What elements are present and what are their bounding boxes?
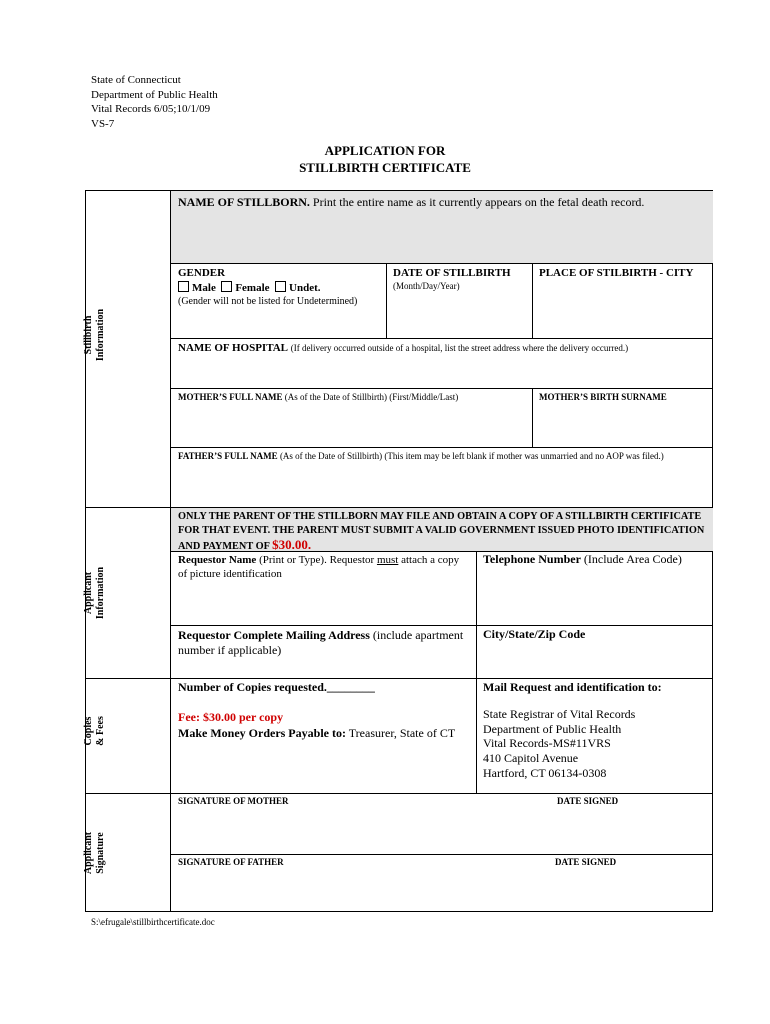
date-of-stillbirth-hint: (Month/Day/Year)	[393, 281, 460, 291]
mother-name-label: MOTHER’S FULL NAME	[178, 392, 283, 402]
section-label-applicant-text: Applicant Information	[83, 566, 106, 620]
section-label-stillbirth-text: Stillbirth Information	[83, 308, 106, 362]
city-state-zip-field[interactable]	[483, 628, 703, 641]
copies-requested-label: Number of Copies requested.________	[178, 680, 375, 694]
date-signed-mother-field[interactable]	[557, 795, 677, 808]
telephone-field[interactable]	[483, 553, 711, 566]
notice-text: ONLY THE PARENT OF THE STILLBORN MAY FILE AND OBTAIN A COPY OF A STILLBIRTH CERTIFICATE FOR THAT EVENT. THE PARENT MUST SUBMIT A VALID GOVERNMENT ISSUED PHOTO IDENTIFICATION AND PAYMENT OF	[178, 511, 705, 552]
title-line-1: APPLICATION FOR	[324, 143, 446, 158]
payable-label: Make Money Orders Payable to:	[178, 726, 346, 740]
gender-female-checkbox[interactable]	[221, 282, 269, 294]
mail-request-label: Mail Request and identification to:	[483, 680, 662, 694]
gender-male-label: Male	[192, 282, 216, 294]
header-state: State of Connecticut	[91, 74, 181, 86]
father-name-hint: (As of the Date of Stillbirth) (This item may be left blank if mother was unmarried and no AOP was filed.)	[279, 451, 664, 461]
hospital-hint: (If delivery occurred outside of a hospital, list the street address where the delivery occurred.)	[290, 343, 629, 353]
name-of-stillborn-field[interactable]	[178, 195, 698, 210]
requestor-hint-b: attach a copy of picture identification	[178, 554, 460, 580]
requestor-name-field[interactable]	[178, 553, 468, 581]
title-line-2: STILLBIRTH CERTIFICATE	[299, 160, 471, 175]
payable-recipient: Treasurer, State of CT	[348, 726, 456, 740]
gender-undetermined-checkbox[interactable]	[275, 282, 320, 294]
notice-amount: $30.00.	[272, 537, 312, 552]
mother-surname-field[interactable]	[539, 391, 709, 404]
copies-requested-field[interactable]	[178, 681, 468, 694]
place-of-stillbirth-field[interactable]	[539, 267, 709, 280]
payable-to	[178, 726, 468, 741]
mail-line-3: Vital Records-MS#11VRS	[483, 736, 611, 751]
gender-note: (Gender will not be listed for Undetermined)	[178, 296, 358, 307]
telephone-hint: (Include Area Code)	[583, 552, 682, 566]
hospital-label: NAME OF HOSPITAL	[178, 342, 289, 354]
date-signed-mother-label: DATE SIGNED	[557, 796, 619, 806]
hospital-field[interactable]	[178, 342, 708, 355]
header-division: Vital Records 6/05;10/1/09	[91, 103, 211, 115]
fee-per-copy: Fee: $30.00 per copy	[178, 710, 284, 724]
father-name-label: FATHER’S FULL NAME	[178, 451, 278, 461]
mailing-address-label: Requestor Complete Mailing Address	[178, 628, 370, 642]
header-form-code: VS-7	[91, 117, 115, 130]
mailing-address-field[interactable]	[178, 628, 468, 658]
mailing-address-hint: (include apartment number if applicable)	[178, 628, 464, 657]
mother-name-field[interactable]	[178, 391, 528, 404]
name-of-stillborn-hint: Print the entire name as it currently appears on the fetal death record.	[312, 195, 645, 209]
gender-label: GENDER	[178, 267, 226, 279]
mother-surname-label: MOTHER’S BIRTH SURNAME	[539, 392, 667, 402]
section-label-signature-text: Applicant Signature	[83, 831, 106, 875]
place-of-stillbirth-label: PLACE OF STILBIRTH - CITY	[539, 267, 694, 279]
requestor-name-label: Requestor Name	[178, 554, 257, 566]
mail-line-4: 410 Capitol Avenue	[483, 751, 579, 766]
date-of-stillbirth-field[interactable]	[393, 267, 533, 293]
date-signed-father-label: DATE SIGNED	[555, 857, 617, 867]
signature-father-label: SIGNATURE OF FATHER	[178, 857, 284, 867]
mail-address	[483, 707, 703, 781]
header-department: Department of Public Health	[91, 88, 218, 101]
requestor-hint-a: (Print or Type). Requestor	[259, 554, 375, 566]
name-of-stillborn-label: NAME OF STILLBORN.	[178, 195, 310, 209]
file-path-footer: S:\efrugale\stillbirthcertificate.doc	[91, 917, 215, 927]
mother-name-hint: (As of the Date of Stillbirth) (First/Middle/Last)	[284, 392, 459, 402]
gender-undet-label: Undet.	[289, 282, 321, 294]
city-state-zip-label: City/State/Zip Code	[483, 627, 586, 641]
mail-line-1: State Registrar of Vital Records	[483, 707, 636, 721]
form-title	[0, 142, 770, 176]
requestor-hint-must: must	[376, 554, 399, 566]
father-name-field[interactable]	[178, 450, 706, 462]
form-frame	[85, 190, 713, 912]
mail-line-2: Department of Public Health	[483, 721, 622, 736]
agency-header	[91, 73, 218, 131]
telephone-label: Telephone Number	[483, 552, 581, 566]
gender-female-label: Female	[235, 282, 270, 294]
gender-field	[178, 267, 383, 308]
section-label-copies-text: Copies & Fees	[83, 716, 106, 746]
parent-only-notice	[178, 510, 710, 554]
gender-male-checkbox[interactable]	[178, 282, 216, 294]
mail-line-5: Hartford, CT 06134-0308	[483, 765, 607, 780]
signature-father-field[interactable]	[178, 856, 428, 869]
date-signed-father-field[interactable]	[555, 856, 675, 869]
signature-mother-field[interactable]	[178, 795, 428, 808]
signature-mother-label: SIGNATURE OF MOTHER	[178, 796, 289, 806]
date-of-stillbirth-label: DATE OF STILLBIRTH	[393, 267, 511, 279]
section-label-stillbirth	[83, 235, 107, 435]
